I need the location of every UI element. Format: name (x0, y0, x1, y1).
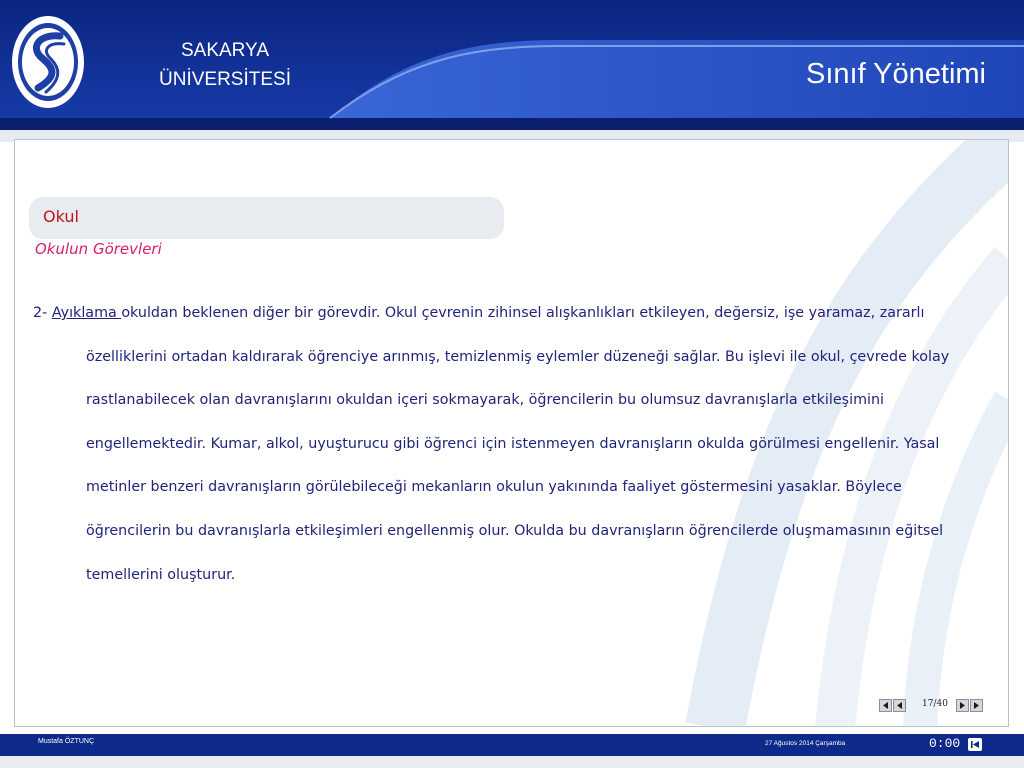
university-line1: SAKARYA (180, 40, 269, 61)
page-indicator: 17/40 (922, 699, 948, 709)
section-header-bar (29, 197, 504, 239)
return-start-button[interactable] (968, 738, 982, 751)
last-page-icon (972, 701, 981, 710)
university-name (140, 36, 310, 94)
first-page-button[interactable] (879, 699, 892, 712)
item-number: 2- (33, 305, 52, 321)
section-subtitle: Okulun Görevleri (35, 240, 162, 258)
slide-footer (0, 734, 1024, 756)
university-line2: ÜNİVERSİTESİ (159, 69, 291, 90)
return-start-icon (970, 740, 980, 749)
slide-title: Sınıf Yönetimi (805, 58, 986, 90)
author-name: Mustafa ÖZTUNÇ (38, 738, 95, 745)
first-page-icon (881, 701, 890, 710)
section-label: Okul (43, 207, 79, 226)
paragraph-text: okuldan beklenen diğer bir görevdir. Okul çevrenin zihinsel alışkanlıkları etkileyen, değersiz, işe yaramaz, zararlı özelliklerini ortadan kaldırarak öğrenciye arınmış, temizlenmiş eylemler düzeneği sağlar. Bu işlevi ile okul, çevrede kolay rastlanabilecek olan davranışlarını okuldan içeri sokmayarak, öğrencilerin bu olumsuz davranışlarla etkileşimini engellemektedir. Kumar, alkol, uyuşturucu gibi öğrenci için istenmeyen davranışların okulda görülmesi engellenir. Yasal metinler benzeri davranışların görülebileceği mekanların okulun yakınında faaliyet göstermesini yasaklar. Böylece öğrencilerin bu davranışlarla etkileşimleri engellenmiş olur. Okulda bu davranışların öğrencilerde oluşmamasının eğitsel temellerini oluşturur. (86, 305, 950, 583)
sakarya-seal-icon (8, 12, 88, 112)
nav-forward-group (956, 699, 984, 715)
prev-page-button[interactable] (893, 699, 906, 712)
university-logo (8, 12, 88, 112)
footer-bottom-strip (0, 756, 1024, 768)
last-page-button[interactable] (970, 699, 983, 712)
nav-back-group (879, 699, 907, 715)
keyword-term: Ayıklama (51, 305, 122, 321)
timer-display: 0:00 (929, 736, 961, 751)
next-page-icon (958, 701, 967, 710)
content-frame (14, 139, 1009, 727)
body-paragraph (33, 292, 988, 597)
prev-page-icon (895, 701, 904, 710)
slide-header (0, 0, 1024, 142)
next-page-button[interactable] (956, 699, 969, 712)
footer-date: 27 Ağustos 2014 Çarşamba (765, 740, 846, 747)
